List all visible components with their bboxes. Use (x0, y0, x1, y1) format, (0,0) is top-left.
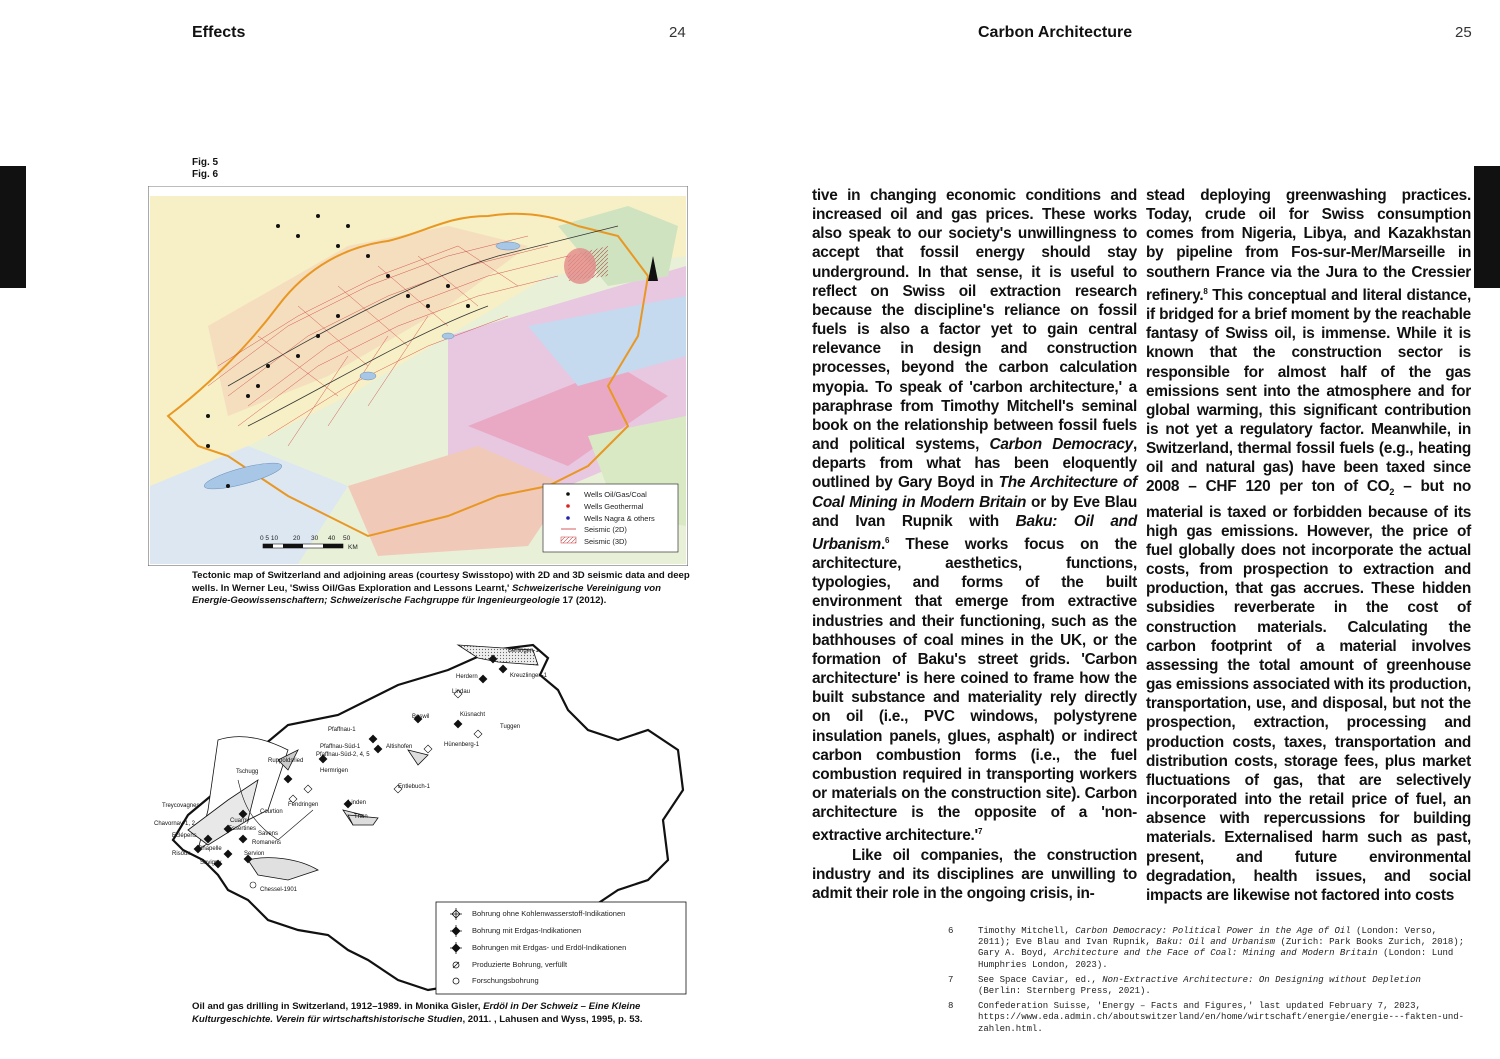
legend-ohne-kw: Bohrung ohne Kohlenwasserstoff-Indikationen (472, 909, 626, 918)
label-tuggen: Tuggen (500, 724, 521, 730)
label-savens: Savens (258, 831, 279, 837)
label-romanens: Romanens (252, 840, 282, 846)
label-herdern: Herdern (456, 674, 478, 680)
legend-geothermal: Wells Geothermal (584, 502, 644, 511)
right-page-number: 25 (1455, 24, 1472, 41)
body-column-2 (1146, 186, 1471, 905)
body-text: This conceptual and literal distance, if bridged for a brief moment by the reachable fantasy of Swiss oil, is immense. While it is known that the construction sector is responsible for almost half of the gas emissions sent into the atmosphere and for global warming, this significant contribution is not yet a regulatory factor. Meanwhile, in Switzerland, thermal fossil fuels (e.g., heating oil and natural gas) have been taxed since 2008 – CHF 120 per ton of CO (1146, 286, 1471, 496)
body-text: – but no material is taxed or forbidden because of its high gas emissions. However, the price of fuel globally does not incorporate the actual costs, from prospection to extraction and production, that gas accrues. These hidden subsidies reverberate in the cost of construction materials. Calculating the carbon footprint of a material involves assessing the total amount of greenhouse gas emissions associated with its production, transportation, use, and disposal, but not the prospection, extraction, processing and production costs, taxes, transportation and distribution costs, storage fees, plus market fluctuations of gas, that are selectively incorporated into the retail price of fuel, an absence with repercussions for building materials. Externalised harm such as past, present, and future environmental degradation, health issues, and social impacts are likewise not factored into costs (1146, 478, 1472, 904)
left-running-header: Effects (192, 24, 246, 41)
footnote-6 (948, 926, 1468, 971)
footnote-6-text: Timothy Mitchell, Carbon Democracy: Political Power in the Age of Oil (London: Verso, 2011); Eve Blau and Ivan Rupnik, Baku: Oil and Urbanism (Zurich: Park Books Zurich, 2018); Gary A. Boyd, Architecture and the Face of Coal: Mining and Modern Britain (London: Lund Humphries London, 2023). (978, 926, 1465, 970)
label-chavornay: Chavornay-1, 2 (154, 821, 196, 827)
body-column-1 (812, 186, 1137, 903)
legend-nagra: Wells Nagra & others (584, 514, 655, 523)
footnote-7 (948, 975, 1468, 997)
fig-5-label: Fig. 5 (192, 157, 219, 168)
legend-erdgas-erdol: Bohrungen mit Erdgas- und Erdöl-Indikationen (472, 943, 627, 952)
right-page-edge-tab (1474, 166, 1500, 288)
left-page-edge-tab (0, 166, 26, 288)
footnote-ref-8: 8 (1203, 286, 1208, 296)
figure-labels (192, 157, 218, 181)
caption-2-end: , 2011. , Lahusen and Wyss, 1995, p. 53. (462, 1013, 643, 1025)
right-running-header: Carbon Architecture (978, 24, 1133, 41)
body-text: stead deploying greenwashing practices. Today, crude oil for Swiss consumption comes from Nigeria, Libya, and Kazakhstan by pipeline from Fos-sur-Mer/Marseille in southern France via the Jura to the Cressier refinery. (1146, 187, 1471, 304)
left-page-number: 24 (669, 24, 686, 41)
label-altishofen: Altishofen (386, 744, 413, 750)
legend-seismic-3d: Seismic (3D) (584, 537, 627, 546)
label-entlebuch: Entlebuch-1 (398, 784, 431, 790)
label-kreuzlingen: Kreuzlingen-1 (510, 673, 548, 679)
scale-label-km: KM (348, 544, 358, 551)
drilling-map-legend (436, 902, 686, 994)
label-tschugg: Tschugg (236, 769, 259, 775)
label-cuarny: Cuarny (230, 818, 250, 824)
legend-forschung: Forschungsbohrung (472, 976, 539, 985)
label-pfaffnau-1: Pfaffnau-1 (328, 727, 356, 733)
column-1-paragraph-2: Like oil companies, the construction industry and its disciplines are unwilling to admit their role in the ongoing crisis, in- (812, 846, 1137, 902)
scale-label-50: 50 (343, 535, 351, 542)
label-chessel: Chessel-1901 (260, 887, 298, 893)
figure-6-caption (192, 1001, 697, 1026)
footnote-6-number: 6 (948, 926, 954, 936)
body-text: These works focus on the architecture, aesthetics, functions, typologies, and forms of the built environment that emerge from extractive industries and their functioning, such as the bathhouses of coal mines in the UK, or the formation of Baku's street grids. 'Carbon architecture' is here coined to frame how the built substance and materiality rely directly on oil (i.e., PVC windows, polystyrene insulation panels, glues, asphalt) or indirect carbon combustion forms (i.e., the fuel combustion required in transporting workers or materials on the construction site). Carbon architecture is the opposite of a 'non-extractive architecture.' (812, 535, 1137, 845)
label-fendringen: Fendringen (288, 802, 319, 808)
label-courtion: Courtion (260, 809, 283, 815)
label-eclepens: Eclépens (172, 833, 197, 839)
caption-1-italic: Schweizerische Vereinigung von Energie-Geowissenschaftern; Schweizerische Fachgruppe für Ingenieurgeologie (192, 582, 661, 606)
body-text: or by Eve Blau and Ivan Rupnik with (812, 493, 1137, 530)
tectonic-map (148, 186, 688, 566)
column-1-paragraph-1: tive in changing economic conditions and increased oil and gas prices. These works also speak to our society's unwillingness to accept that fossil energy should stay underground. In that sense, it is useful to reflect on Swiss oil extraction research because the discipline's reliance on fossil fuels is also a factor yet to gain central relevance in design and construction processes, beyond the carbon calculation myopia. To speak of 'carbon architecture,' a paraphrase from Timothy Mitchell's seminal book on the relationship between fossil fuels and political systems, Carbon Democracy, departs from what has been eloquently outlined by Gary Boyd in The Architecture of Coal Mining in Modern Britain or by Eve Blau and Ivan Rupnik with Baku: Oil and Urbanism.$^6$ These works focus on the architecture, aesthetics, functions, typologies, and forms of the built environment that emerge from extractive industries and their functioning, such as the bathhouses of coal mines in the UK, or the formation of Baku's street grids. 'Carbon architecture' is here coined to frame how the built substance and materiality rely directly on oil (i.e., PVC windows, polystyrene insulation panels, glues, asphalt) or indirect carbon combustion forms (i.e., the fuel combustion required in transporting workers or materials on the construction site). Carbon architecture is the opposite of a 'non-extractive $architecture.'^7$ (812, 187, 1138, 845)
body-text: tive in changing economic conditions and increased oil and gas prices. These works also speak to our society's unwillingness to accept that fossil energy should stay underground. In that sense, it is useful to reflect on Swiss oil extraction research because the discipline's reliance on fossil fuels is also a factor yet to gain central relevance in design and construction processes, beyond the carbon calculation myopia. To speak of 'carbon architecture,' a paraphrase from Timothy Mitchell's seminal book on the relationship between fossil fuels and political systems, (812, 187, 1137, 454)
fig-6-label: Fig. 6 (192, 169, 219, 180)
book-title-baku: Baku: Oil and Urbanism (812, 512, 1137, 553)
column-2-paragraph (1146, 186, 1471, 905)
label-chapelle: Chapelle (198, 846, 222, 852)
label-essertines: Essertines (228, 826, 257, 832)
label-hunenberg: Hünenberg-1 (444, 742, 480, 748)
label-lindau: Lindau (452, 689, 471, 695)
label-hermrigen: Hermrigen (320, 768, 349, 774)
label-servion: Servion (244, 851, 265, 857)
legend-seismic-2d: Seismic (2D) (584, 525, 627, 534)
drilling-map (148, 630, 693, 1000)
co2-subscript: 2 (1389, 487, 1395, 498)
body-text: , departs from what has been eloquently outlined by Gary Boyd in (812, 436, 1137, 492)
label-treycovagnes: Treycovagnes (162, 803, 200, 809)
legend-oil-gas-coal: Wells Oil/Gas/Coal (584, 490, 647, 499)
label-kusnacht: Küsnacht (460, 712, 486, 718)
footnote-ref-6: 6 (885, 535, 890, 545)
scale-label-30: 30 (311, 535, 319, 542)
tectonic-map-legend (543, 484, 678, 552)
label-pfaffnau-sud-1: Pfaffnau-Süd-1 (320, 744, 361, 750)
book-title-coal-mining: The Architecture of Coal Mining in Modern Britain (812, 474, 1138, 511)
book-title-carbon-democracy: Carbon Democracy (989, 436, 1133, 454)
figure-5-caption (192, 570, 692, 608)
caption-2-text: Oil and gas drilling in Switzerland, 1912–1989. in Monika Gisler, (192, 1001, 484, 1012)
footnote-7-text: See Space Caviar, ed., Non-Extractive Architecture: On Designing without Depletion (Berlin: Sternberg Press, 2021). (978, 974, 1421, 997)
legend-produziert: Produzierte Bohrung, verfüllt (472, 960, 568, 969)
footnote-8 (948, 1001, 1468, 1035)
caption-1-text: Tectonic map of Switzerland and adjoining areas (courtesy Swisstopo) with 2D and 3D seismic data and deep wells. In Werner Leu, 'Swiss Oil/Gas Exploration and Lessons Learnt,' (192, 570, 690, 594)
label-ruppoldsried: Ruppoldsried (268, 758, 304, 764)
legend-erdgas: Bohrung mit Erdgas-Indikationen (472, 926, 582, 935)
footnotes (948, 926, 1468, 1035)
label-pfaffnau-sud-2: Pfaffnau-Süd-2, 4, 5 (316, 752, 370, 758)
label-berlingen: Berlingen-1 (508, 648, 539, 654)
scale-label-0: 0 5 10 (260, 535, 279, 542)
label-thun: Thun (354, 814, 368, 820)
footnote-8-number: 8 (948, 1001, 954, 1012)
footnote-8-text: Confederation Suisse, 'Energy – Facts and Figures,' last updated February 7, 2023, https://www.eda.admin.ch/aboutswitzerland/en/home/wirtschaft/energie/energie---fakten-und-zahlen.html. (978, 1001, 1465, 1034)
label-savigny: Savigny (200, 860, 222, 866)
footnote-7-number: 7 (948, 974, 954, 985)
label-linden: Linden (348, 800, 367, 806)
scale-label-20: 20 (293, 535, 301, 542)
caption-2-italic: Erdöl in Der Schweiz – Eine Kleine Kulturgeschichte. Verein für wirtschaftshistorische Studien (192, 1001, 641, 1025)
label-boswil: Boswil (412, 714, 430, 720)
label-risoux: Risoux (172, 851, 191, 857)
footnote-ref-7: 7 (977, 827, 983, 837)
scale-label-40: 40 (328, 535, 336, 542)
caption-1-end: 17 (2012). (559, 595, 607, 606)
